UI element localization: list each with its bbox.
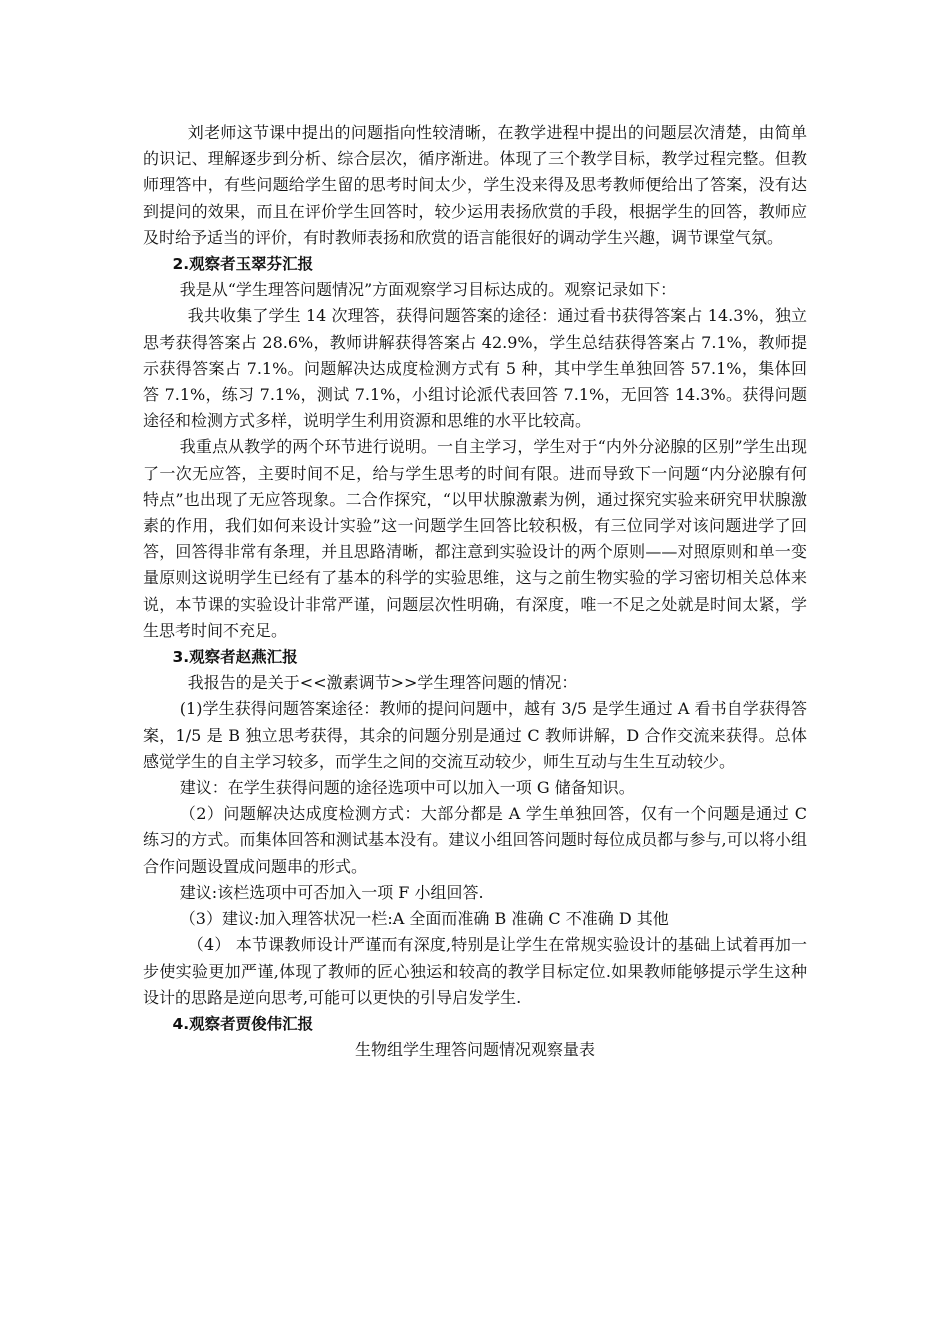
section-heading-observer-2: 2.观察者玉翠芬汇报 [172,255,314,274]
paragraph-report-topic: 我报告的是关于<<激素调节>>学生理答问题的情况： [187,673,578,693]
paragraph-item-3: （3）建议:加入理答状况一栏:A 全面而准确 B 准确 C 不准确 D 其他 [179,909,669,929]
section-heading-observer-3: 3.观察者赵燕汇报 [172,648,298,667]
paragraph-two-stages: 我重点从教学的两个环节进行说明。一自主学习，学生对于“内外分泌腺的区别”学生出现了一次无应答，主要时间不足，给与学生思考的时间有限。进而导致下一问题“内分泌腺有何特点”也出现了无应答现象。二合作探究，“以甲状腺激素为例，通过探究实验来研究甲状腺激素的作用，我们如何来设计实验”这一问题学生回答比较积极，有三位同学对该问题进学了回答，回答得非常有条理，并且思路清晰，都注意到实验设计的两个原则——对照原则和单一变量原则这说明学生已经有了基本的科学的实验思维，这与之前生物实验的学习密切相关总体来说，本节课的实验设计非常严谨，问题层次性明确，有深度，唯一不足之处就是时间太紧，学生思考时间不充足。 [143,437,807,640]
paragraph-suggestion-1: 建议：在学生获得问题的途径选项中可以加入一项 G 储备知识。 [179,778,635,798]
paragraph-item-1: (1)学生获得问题答案途径：教师的提问问题中，越有 3/5 是学生通过 A 看书自学获得答案，1/5 是 B 独立思考获得，其余的问题分别是通过 C 教师讲解，D 合作交流来获得。总体感觉学生的自主学习较多，而学生之间的交流互动较少，师生互动与生生互动较少。 [143,699,807,771]
table-caption: 生物组学生理答问题情况观察量表 [354,1040,595,1060]
paragraph-suggestion-2: 建议:该栏选项中可否加入一项 F 小组回答. [179,882,484,902]
paragraph-item-2: （2）问题解决达成度检测方式：大部分都是 A 学生单独回答，仅有一个问题是通过 C 练习的方式。而集体回答和测试基本没有。建议小组回答问题时每位成员都与参与,可以将小组合作问题设置成问题串的形式。 [143,804,807,876]
paragraph-observation-intro: 我是从“学生理答问题情况”方面观察学习目标达成的。观察记录如下： [179,280,677,300]
section-heading-observer-4: 4.观察者贾俊伟汇报 [172,1014,314,1033]
paragraph-item-4: （4） 本节课教师设计严谨而有深度,特别是让学生在常规实验设计的基础上试着再加一步使实验更加严谨,体现了教师的匠心独运和较高的教学目标定位.如果教师能够提示学生这种设计的思路是逆向思考,可能可以更快的引导启发学生. [143,935,807,1007]
document-body [143,120,807,1063]
paragraph-statistics: 我共收集了学生 14 次理答，获得问题答案的途径：通过看书获得答案占 14.3%，独立思考获得答案占 28.6%，教师讲解获得答案占 42.9%，学生总结获得答案占 7.1%，教师提示获得答案占 7.1%。问题解决达成度检测方式有 5 种，其中学生单独回答 57.1%，集体回答 7.1%，练习 7.1%，测试 7.1%，小组讨论派代表回答 7.1%，无回答 14.3%。获得问题途径和检测方式多样，说明学生利用资源和思维的水平比较高。 [143,306,807,431]
paragraph-teacher-liu-summary: 刘老师这节课中提出的问题指向性较清晰，在教学进程中提出的问题层次清楚，由简单的识记、理解逐步到分析、综合层次，循序渐进。体现了三个教学目标，教学过程完整。但教师理答中，有些问题给学生留的思考时间太少，学生没来得及思考教师便给出了答案，没有达到提问的效果，而且在评价学生回答时，较少运用表扬欣赏的手段，根据学生的回答，教师应及时给予适当的评价，有时教师表扬和欣赏的语言能很好的调动学生兴趣，调节课堂气氛。 [143,123,807,247]
